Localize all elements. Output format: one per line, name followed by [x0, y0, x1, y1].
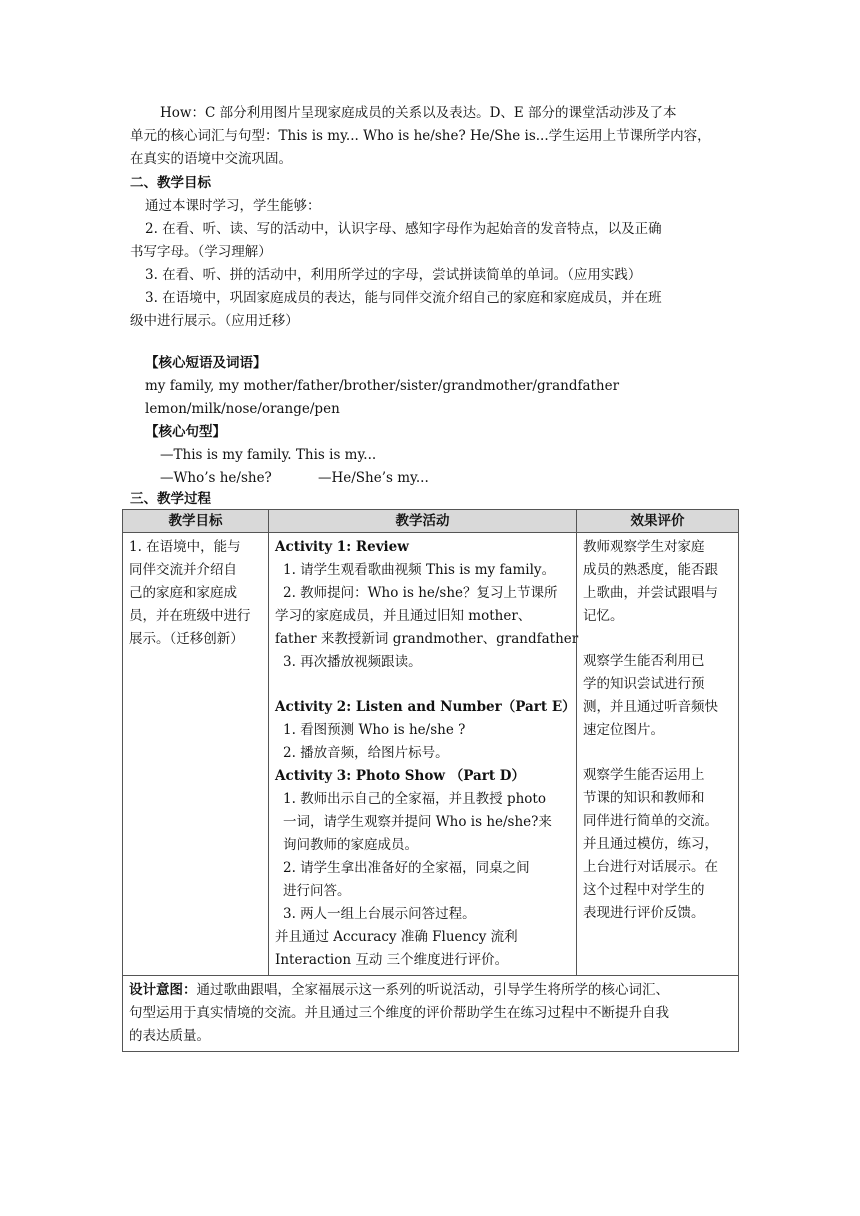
activity-2-item: 2. 播放音频，给图片标号。 — [283, 745, 449, 761]
vocab-line-2: lemon/milk/nose/orange/pen — [145, 401, 340, 417]
evaluation-line: 成员的熟悉度，能否跟 — [583, 562, 718, 578]
activity-cell — [269, 533, 577, 976]
vocab-line-1: my family, my mother/father/brother/sister/grandmother/grandfather — [145, 378, 620, 394]
design-intent-line-3: 的表达质量。 — [129, 1028, 210, 1044]
evaluation-line: 速定位图片。 — [583, 722, 664, 738]
goal-3-line-2: 级中进行展示。（应用迁移） — [130, 313, 299, 329]
spacer — [583, 742, 732, 764]
evaluation-line: 表现进行评价反馈。 — [583, 905, 705, 921]
evaluation-cell — [577, 533, 739, 976]
activity-3-item: 询问教师的家庭成员。 — [283, 837, 418, 853]
evaluation-line: 观察学生能否运用上 — [583, 767, 705, 783]
activity-3-item: 2. 请学生拿出准备好的全家福，同桌之间 — [283, 860, 530, 876]
evaluation-line: 教师观察学生对家庭 — [583, 539, 705, 555]
activity-1-item: 学习的家庭成员，并且通过旧知 mother、 — [275, 608, 532, 624]
spacer — [583, 628, 732, 650]
goal-cell-line: 展示。（迁移创新） — [129, 631, 244, 647]
table-header-row — [123, 510, 739, 533]
evaluation-line: 并且通过模仿，练习， — [583, 836, 718, 852]
goal-cell-line: 1. 在语境中，能与 — [129, 539, 241, 555]
activity-3-item: 3. 两人一组上台展示问答过程。 — [283, 906, 476, 922]
evaluation-line: 节课的知识和教师和 — [583, 790, 705, 806]
intro-line-3: 在真实的语境中交流巩固。 — [130, 151, 292, 167]
activity-3-item: Interaction 互动 三个维度进行评价。 — [275, 952, 509, 968]
activity-1-item: 1. 请学生观看歌曲视频 This is my family。 — [283, 562, 556, 578]
header-evaluation: 效果评价 — [577, 510, 739, 533]
evaluation-line: 记忆。 — [583, 608, 624, 624]
goal-3-line-1: 3. 在语境中，巩固家庭成员的表达，能与同伴交流介绍自己的家庭和家庭成员，并在班 — [145, 290, 662, 306]
design-intent-label: 设计意图： — [129, 982, 197, 998]
design-intent-line-1: 通过歌曲跟唱，全家福展示这一系列的听说活动，引导学生将所学的核心词汇、 — [196, 982, 669, 998]
table-row — [123, 533, 739, 976]
section-heading-process: 三、教学过程 — [130, 491, 211, 507]
intro-line-1: How：C 部分利用图片呈现家庭成员的关系以及表达。D、E 部分的课堂活动涉及了本 — [160, 105, 677, 121]
goal-cell-line: 己的家庭和家庭成 — [129, 585, 237, 601]
activity-3-item: 并且通过 Accuracy 准确 Fluency 流利 — [275, 929, 518, 945]
evaluation-line: 同伴进行简单的交流。 — [583, 813, 718, 829]
goal-1-line-2: 书写字母。（学习理解） — [130, 244, 272, 260]
teaching-process-table — [122, 509, 739, 1052]
intro-line-2: 单元的核心词汇与句型：This is my... Who is he/she? He/She is...学生运用上节课所学内容， — [130, 128, 711, 144]
evaluation-line: 这个过程中对学生的 — [583, 882, 705, 898]
section-heading-goals: 二、教学目标 — [130, 175, 211, 191]
pattern-line-2-answer: —He/She’s my... — [318, 470, 429, 486]
header-activity: 教学活动 — [269, 510, 577, 533]
evaluation-line: 测，并且通过听音频快 — [583, 699, 718, 715]
evaluation-line: 上歌曲，并尝试跟唱与 — [583, 585, 718, 601]
patterns-heading: 【核心句型】 — [145, 424, 226, 440]
activity-3-item: 进行问答。 — [283, 883, 351, 899]
activity-1-item: father 来教授新词 grandmother、grandfather — [275, 631, 579, 647]
vocab-heading: 【核心短语及词语】 — [145, 355, 267, 371]
goal-2: 3. 在看、听、拼的活动中，利用所学过的字母，尝试拼读简单的单词。（应用实践） — [145, 267, 642, 283]
goal-cell — [123, 533, 269, 976]
activity-3-item: 1. 教师出示自己的全家福，并且教授 photo — [283, 791, 546, 807]
activity-2-title: Activity 2: Listen and Number（Part E） — [275, 699, 576, 715]
evaluation-line: 学的知识尝试进行预 — [583, 676, 705, 692]
activity-3-title: Activity 3: Photo Show （Part D） — [275, 768, 525, 784]
evaluation-line: 上台进行对话展示。在 — [583, 859, 718, 875]
spacer — [275, 674, 570, 696]
activity-1-item: 3. 再次播放视频跟读。 — [283, 654, 422, 670]
header-goal: 教学目标 — [123, 510, 269, 533]
design-intent-line-2: 句型运用于真实情境的交流。并且通过三个维度的评价帮助学生在练习过程中不断提升自我 — [129, 1005, 669, 1021]
goals-lead: 通过本课时学习，学生能够： — [145, 198, 321, 214]
goal-1-line-1: 2. 在看、听、读、写的活动中，认识字母、感知字母作为起始音的发音特点，以及正确 — [145, 221, 662, 237]
activity-2-item: 1. 看图预测 Who is he/she ? — [283, 722, 466, 738]
goal-cell-line: 员，并在班级中进行 — [129, 608, 251, 624]
goal-cell-line: 同伴交流并介绍自 — [129, 562, 237, 578]
activity-1-item: 2. 教师提问：Who is he/she？复习上节课所 — [283, 585, 558, 601]
design-intent-row — [123, 976, 739, 1052]
evaluation-line: 观察学生能否利用已 — [583, 653, 705, 669]
pattern-line-2-question: —Who’s he/she? — [160, 470, 272, 486]
activity-1-title: Activity 1: Review — [275, 539, 409, 555]
design-intent-cell — [123, 976, 739, 1052]
pattern-line-1: —This is my family. This is my... — [160, 447, 377, 463]
activity-3-item: 一词，请学生观察并提问 Who is he/she?来 — [283, 814, 552, 830]
